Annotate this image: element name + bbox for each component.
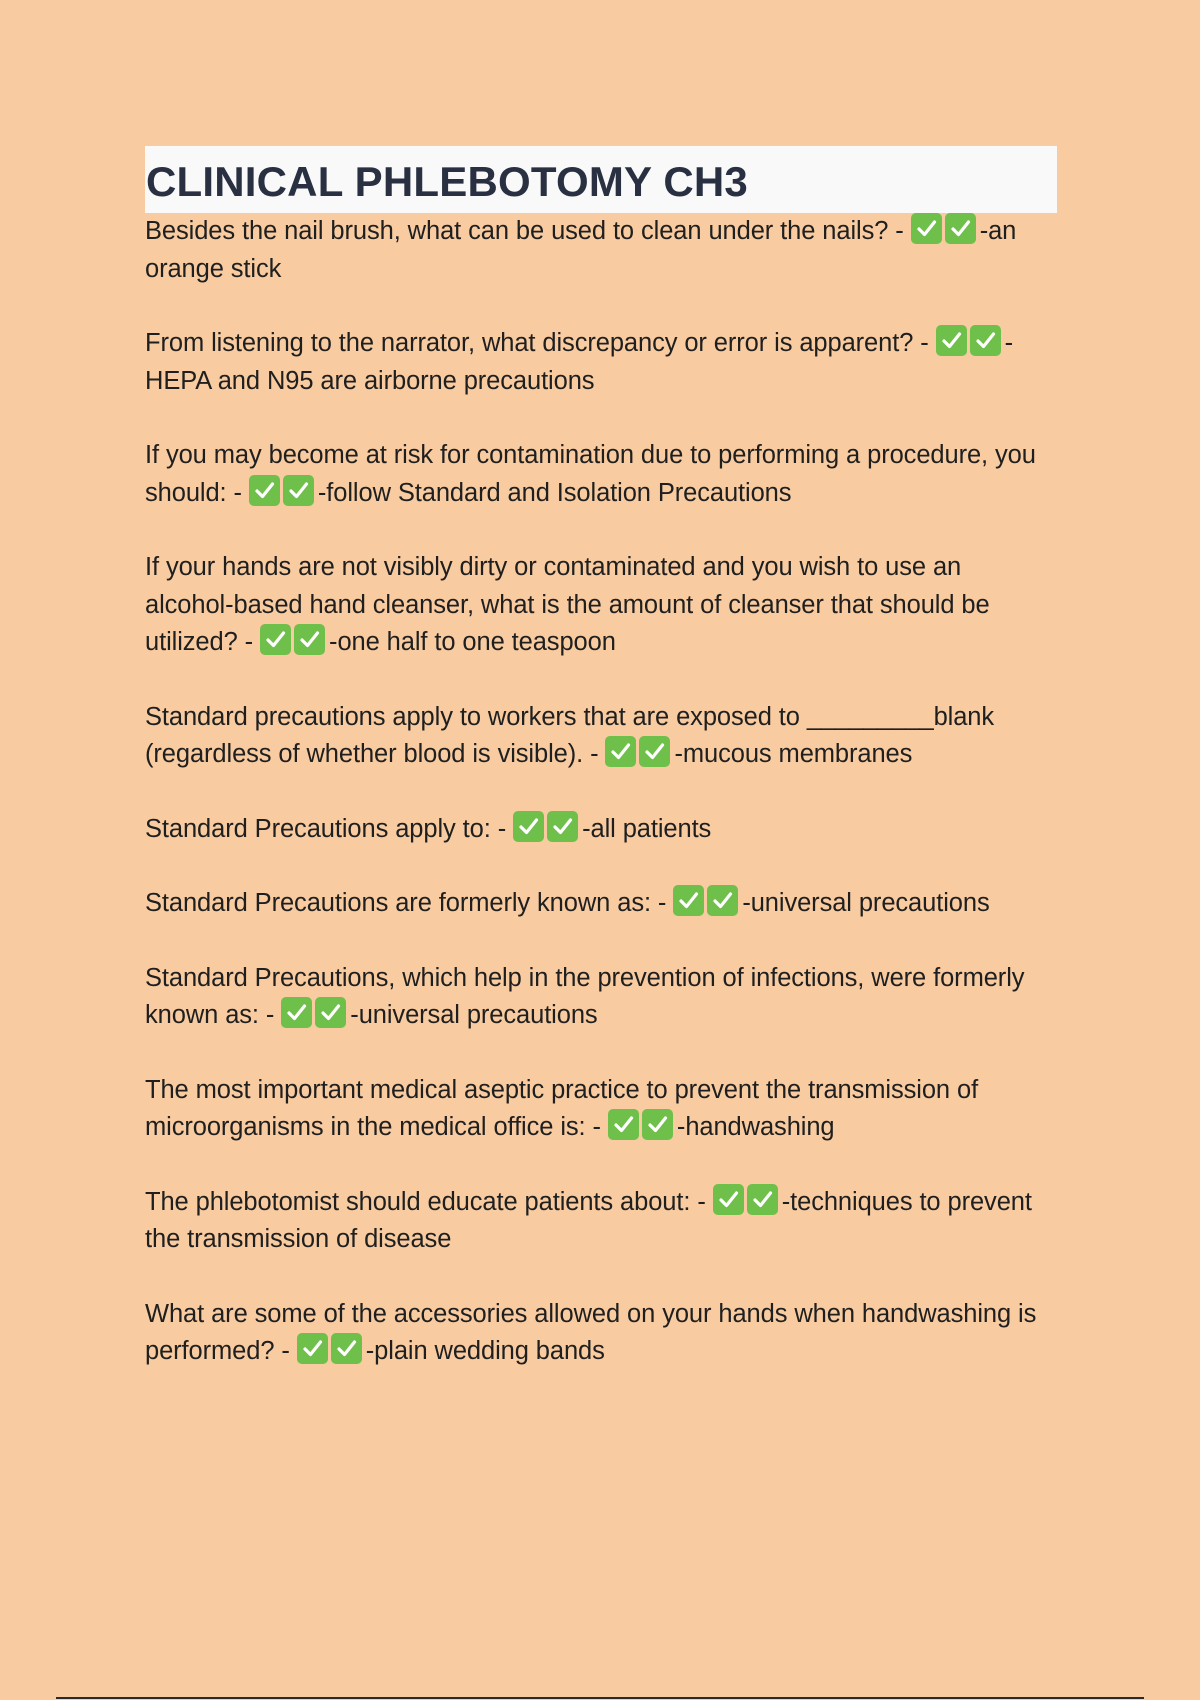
question-text: Besides the nail brush, what can be used to clean under the nails? - (145, 217, 904, 245)
answer-text: -all patients (582, 814, 712, 843)
answer-text: -an orange stick (145, 217, 1017, 283)
title-bar (145, 146, 1057, 213)
answer-text: -one half to one teaspoon (329, 628, 616, 656)
check-mark-box-icon (673, 885, 741, 916)
check-mark-box-icon (608, 1109, 676, 1140)
answer-text: -plain wedding bands (365, 1337, 605, 1365)
check-mark-box-icon (713, 1184, 781, 1215)
document-page (145, 146, 1055, 1408)
qa-item (145, 699, 1055, 774)
qa-item (145, 811, 1055, 849)
question-text: From listening to the narrator, what discrepancy or error is apparent? - (145, 329, 929, 357)
check-mark-box-icon (936, 325, 1004, 356)
qa-item (145, 549, 1055, 662)
qa-item (145, 213, 1055, 288)
check-mark-box-icon (260, 624, 328, 655)
question-text: What are some of the accessories allowed on your hands when handwashing is performed? - (145, 1299, 1037, 1365)
answer-text: -universal precautions (742, 889, 990, 917)
page-bottom-rule (56, 1697, 1144, 1699)
qa-list (145, 213, 1055, 1371)
answer-text: -follow Standard and Isolation Precautions (317, 478, 792, 507)
qa-item (145, 325, 1055, 400)
answer-text: -HEPA and N95 are airborne precautions (145, 329, 1014, 395)
check-mark-box-icon (281, 997, 349, 1028)
answer-text: -universal precautions (350, 1001, 598, 1029)
check-mark-box-icon (249, 475, 317, 506)
question-text: Standard precautions apply to workers that are exposed to _________blank (regardless of whether blood is visible). - (145, 702, 995, 768)
question-text: The phlebotomist should educate patients about: - (145, 1187, 706, 1216)
answer-text: -handwashing (676, 1113, 835, 1141)
question-text: If you may become at risk for contamination due to performing a procedure, you should: - (145, 441, 1036, 507)
question-text: The most important medical aseptic practice to prevent the transmission of microorganisms in the medical office is: - (145, 1075, 979, 1141)
check-mark-box-icon (297, 1333, 365, 1364)
qa-item (145, 960, 1055, 1035)
check-mark-box-icon (513, 811, 581, 842)
question-text: Standard Precautions are formerly known as: - (145, 889, 667, 917)
qa-item (145, 1072, 1055, 1147)
check-mark-box-icon (605, 736, 673, 767)
answer-text: -techniques to prevent the transmission of disease (145, 1187, 1032, 1253)
answer-text: -mucous membranes (674, 740, 913, 768)
qa-item (145, 885, 1055, 923)
question-text: If your hands are not visibly dirty or contaminated and you wish to use an alcohol-based hand cleanser, what is the amount of cleanser that should be utilized? - (145, 553, 990, 656)
qa-item (145, 1296, 1055, 1371)
check-mark-box-icon (911, 213, 979, 244)
qa-item (145, 1184, 1055, 1259)
question-text: Standard Precautions apply to: - (145, 814, 507, 843)
question-text: Standard Precautions, which help in the prevention of infections, were formerly known as: - (145, 963, 1025, 1029)
qa-item (145, 437, 1055, 512)
document-title: CLINICAL PHLEBOTOMY CH3 (146, 157, 748, 205)
